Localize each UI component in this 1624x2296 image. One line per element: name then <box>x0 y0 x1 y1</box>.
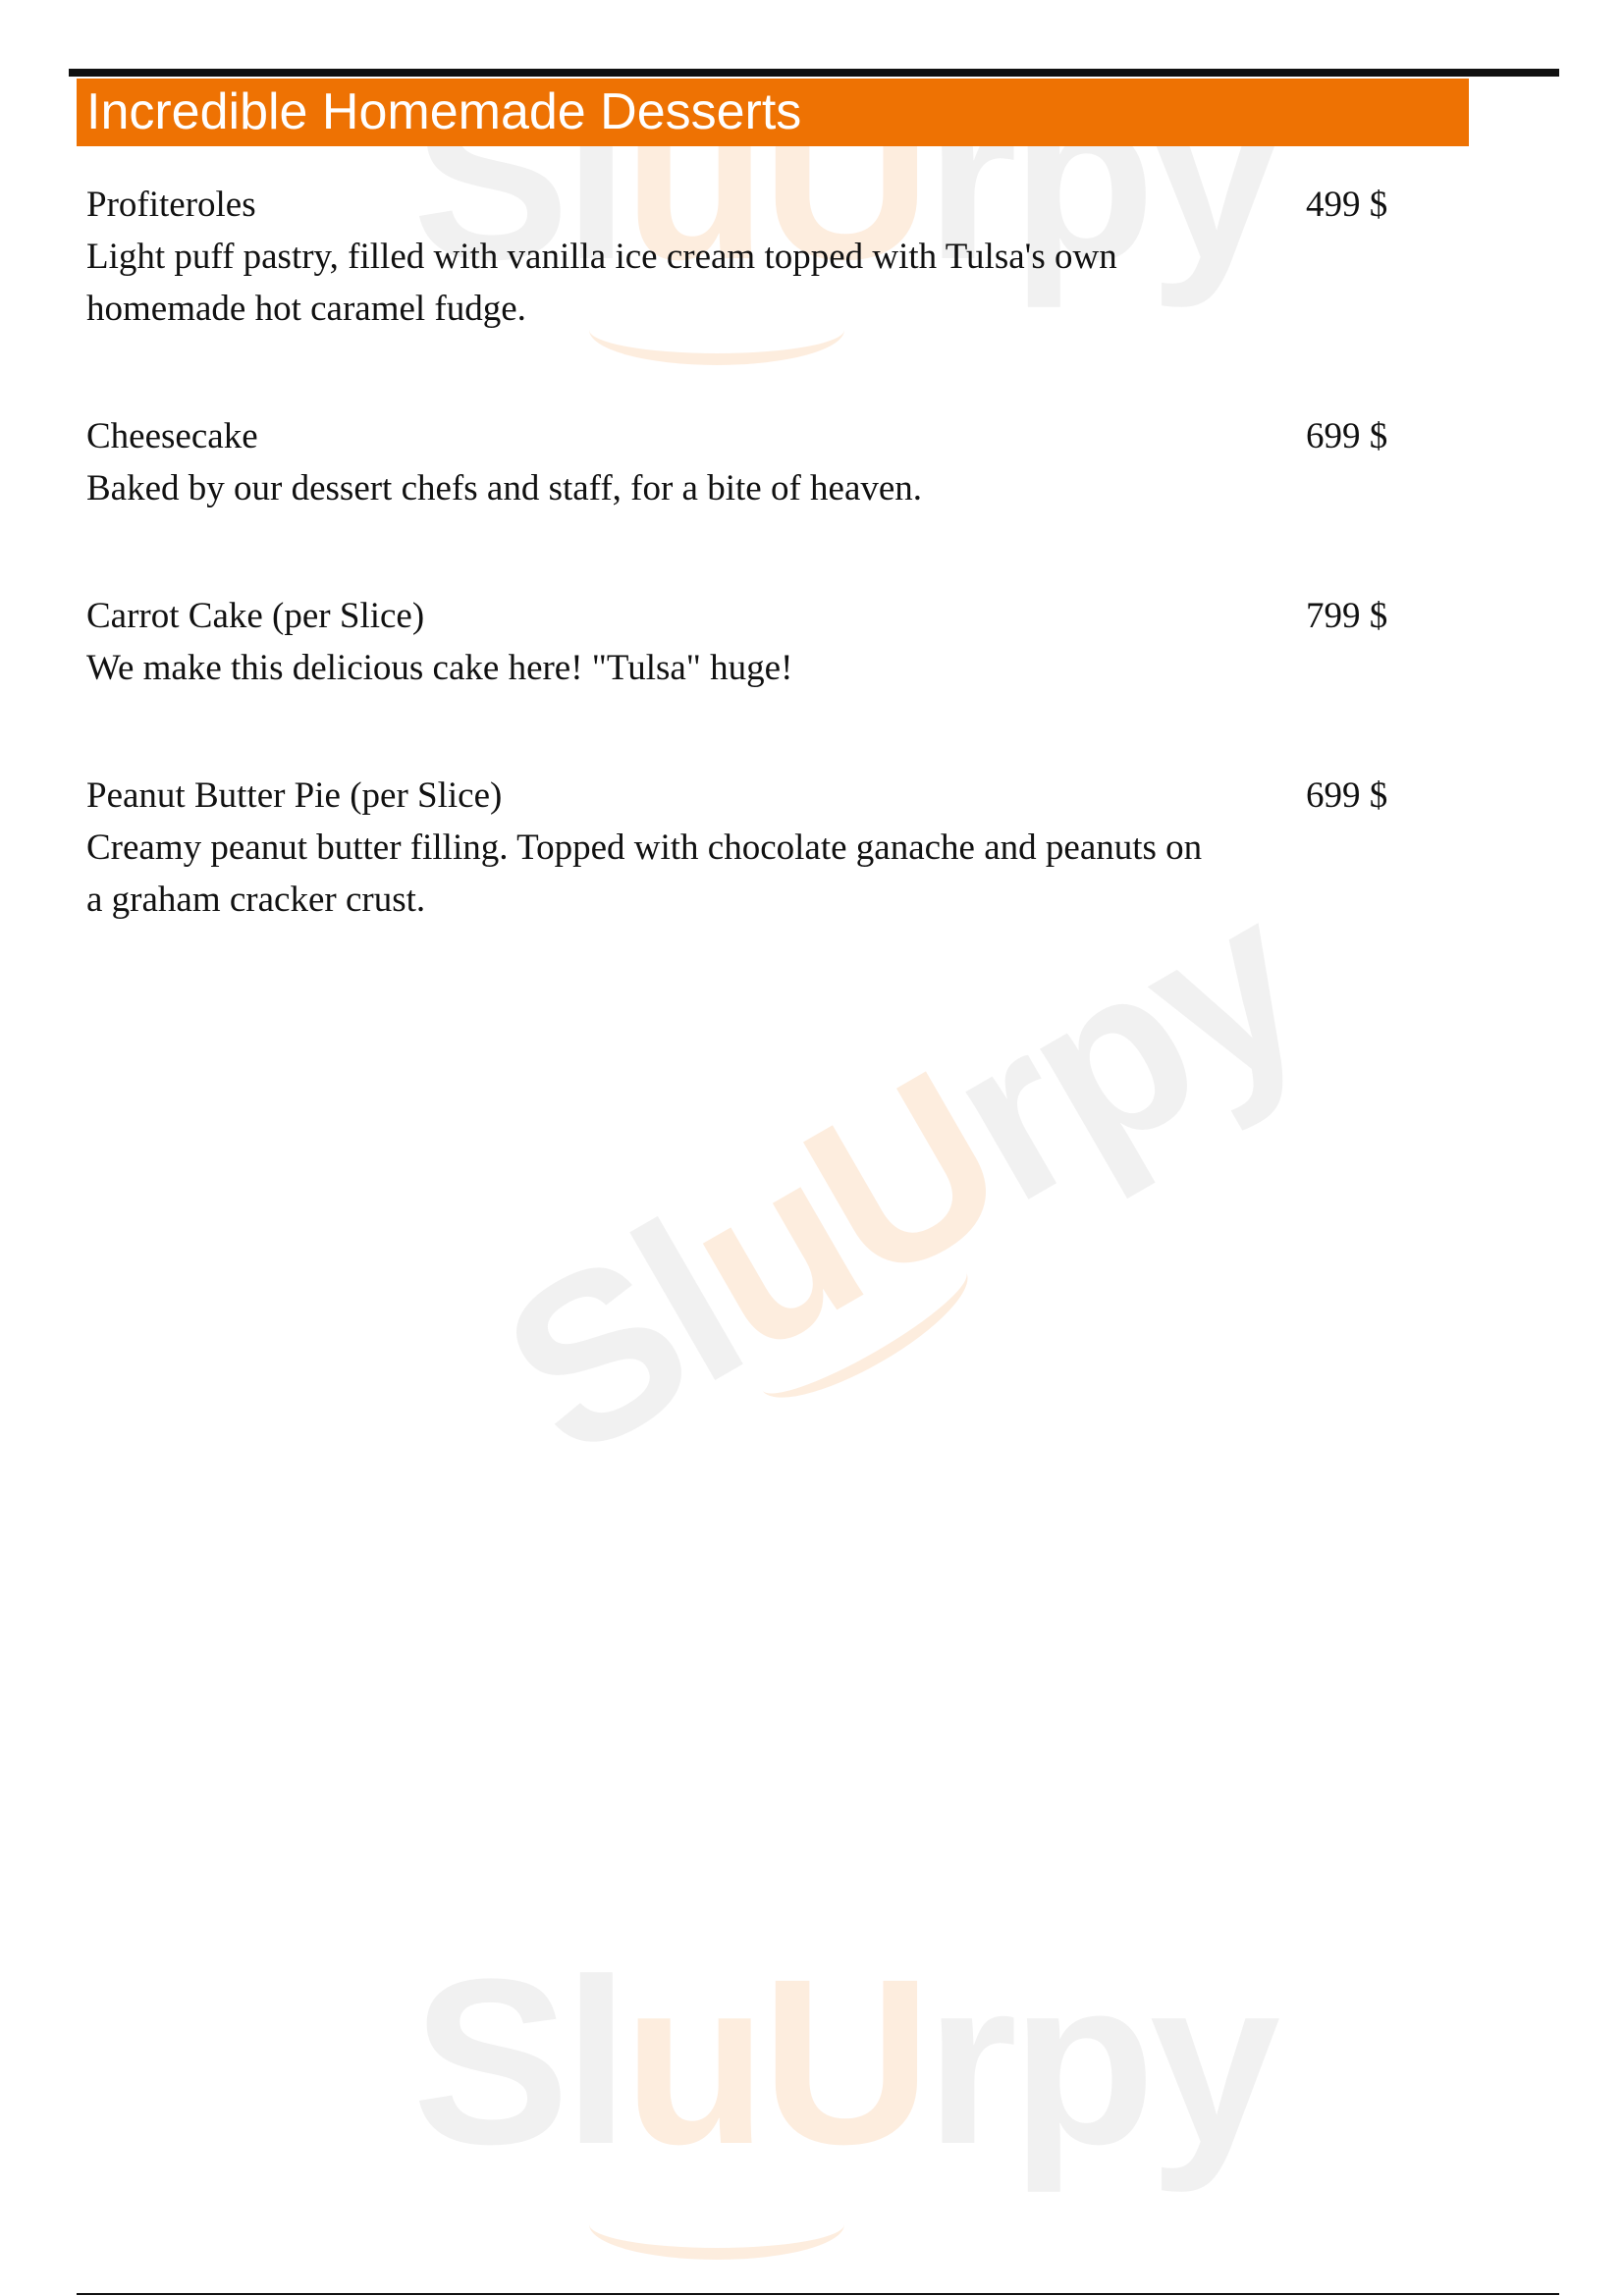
watermark-text: Sl <box>462 1174 778 1508</box>
watermark-text: uU <box>623 45 926 308</box>
item-price: 699 $ <box>1306 775 1388 816</box>
item-description: Light puff pastry, filled with vanilla ice cream topped with Tulsa's own homemade hot caramel fudge. <box>86 237 1117 329</box>
item-description: Baked by our dessert chefs and staff, for a bite of heaven. <box>86 468 923 508</box>
watermark-text: rpy <box>925 1930 1275 2193</box>
section-title: Incredible Homemade Desserts <box>86 83 802 140</box>
section-header <box>77 79 1469 146</box>
item-name: Carrot Cake (per Slice) <box>86 596 425 636</box>
item-price: 799 $ <box>1306 596 1388 636</box>
item-name: Cheesecake <box>86 416 258 456</box>
menu-item-carrot-cake <box>86 590 1402 694</box>
watermark-text: uU <box>645 1023 1040 1403</box>
item-description: We make this delicious cake here! "Tulsa" huge! <box>86 648 793 688</box>
item-price: 699 $ <box>1306 416 1388 456</box>
watermark-text: rpy <box>907 848 1342 1252</box>
item-name: Peanut Butter Pie (per Slice) <box>86 775 503 816</box>
watermark-swoosh <box>589 2189 844 2260</box>
watermark-text: rpy <box>925 45 1275 308</box>
watermark-text: Sl <box>412 1930 623 2193</box>
slurpy-watermark <box>412 1930 1275 2193</box>
watermark-swoosh <box>744 1242 984 1420</box>
menu-item-profiteroles <box>86 179 1402 335</box>
item-name: Profiteroles <box>86 185 256 225</box>
watermark-text: Sl <box>412 45 623 308</box>
item-description: Creamy peanut butter filling. Topped with chocolate ganache and peanuts on a graham cracker crust. <box>86 828 1203 920</box>
menu-item-peanut-butter-pie <box>86 770 1402 926</box>
item-price: 499 $ <box>1306 185 1388 225</box>
top-rule <box>69 69 1559 77</box>
menu-item-cheesecake <box>86 410 1402 514</box>
bottom-rule <box>77 2293 1559 2295</box>
watermark-text: uU <box>623 1930 926 2193</box>
